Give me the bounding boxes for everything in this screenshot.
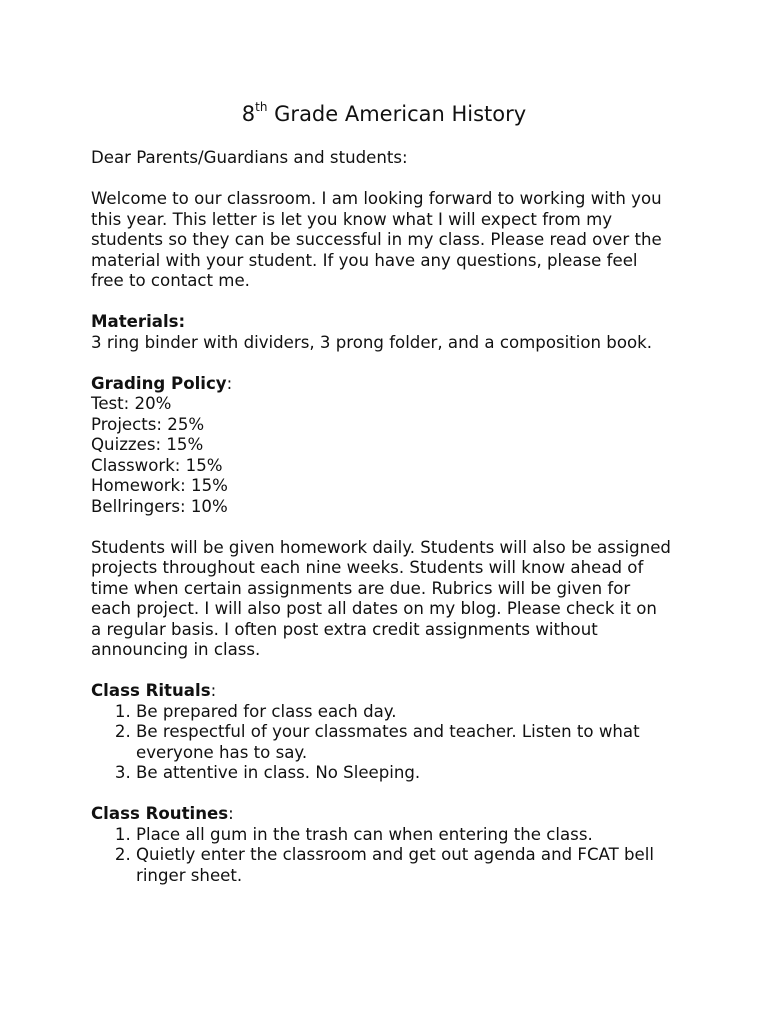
spacer [91, 292, 671, 313]
materials-text: 3 ring binder with dividers, 3 prong folder, and a composition book. [91, 332, 653, 352]
grading-heading [91, 374, 671, 395]
routines-heading-colon: : [228, 804, 234, 823]
rituals-heading [91, 681, 671, 702]
salutation: Dear Parents/Guardians and students: [91, 148, 408, 167]
routines-heading-text: Class Routines [91, 804, 229, 823]
grading-heading-text: Grading Policy [91, 373, 227, 393]
letter-body [91, 148, 671, 886]
page-title [0, 100, 768, 128]
routine-item: 2. Quietly enter the classroom and get out agenda and FCAT bell ringer sheet. [136, 845, 671, 886]
ritual-item: 2. Be respectful of your classmates and teacher. Listen to what everyone has to say. [136, 722, 671, 763]
spacer [91, 353, 671, 374]
title-rest: Grade American History [267, 102, 527, 126]
grading-item: Projects: 25% [91, 414, 205, 434]
spacer [91, 517, 671, 538]
routines-list [91, 825, 671, 887]
rituals-list [91, 702, 671, 784]
spacer [91, 661, 671, 682]
materials-heading-text: Materials: [91, 312, 186, 331]
grading-item: Test: 20% [91, 394, 172, 413]
rituals-heading-text: Class Rituals [91, 681, 211, 700]
routine-item: 1. Place all gum in the trash can when entering the class. [136, 825, 671, 846]
ritual-item: 1. Be prepared for class each day. [136, 702, 671, 723]
grading-item: Homework: 15% [91, 476, 228, 495]
grading-item: Bellringers: 10% [91, 496, 228, 516]
rituals-heading-colon: : [210, 681, 217, 700]
spacer [91, 784, 671, 805]
spacer [91, 169, 671, 190]
welcome-paragraph: Welcome to our classroom. I am looking forward to working with you this year. This letter is let you know what I will expect from my students so they can be successful in my class. Please read over the material with your student. If you have any questions, please feel free to contact me. [91, 189, 662, 290]
materials-heading [91, 312, 671, 333]
title-superscript: th [255, 100, 268, 114]
title-prefix: 8 [241, 102, 256, 126]
grading-item: Classwork: 15% [91, 455, 223, 475]
grading-item: Quizzes: 15% [91, 435, 204, 454]
ritual-item: 3. Be attentive in class. No Sleeping. [136, 763, 671, 784]
homework-paragraph: Students will be given homework daily. Students will also be assigned projects throughout each nine weeks. Students will know ahead of time when certain assignments are due. Rubrics will be given for each project. I will also post all dates on my blog. Please check it on a regular basis. I often post extra credit assignments without announcing in class. [91, 537, 671, 659]
routines-heading [91, 804, 671, 825]
grading-heading-colon: : [226, 373, 233, 393]
